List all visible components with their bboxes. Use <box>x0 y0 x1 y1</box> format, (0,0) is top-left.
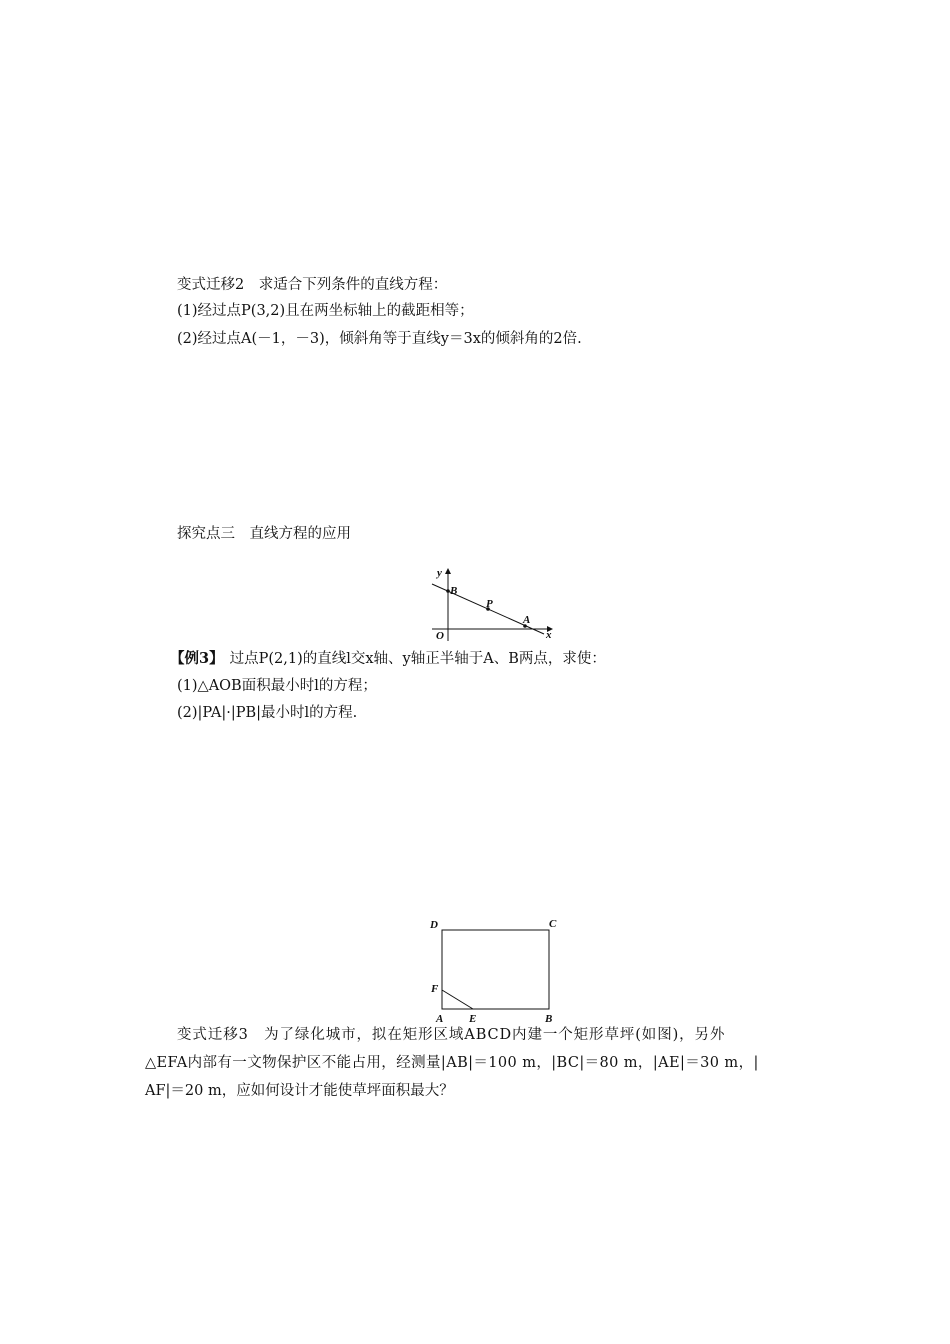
label-b: B <box>545 1013 553 1025</box>
segment-fe <box>442 990 473 1009</box>
label-b: B <box>450 585 458 597</box>
label-c: C <box>549 918 557 930</box>
variant3-line-2: △EFA内部有一文物保护区不能占用，经测量|AB|＝100 m，|BC|＝80 m，|AE|＝30 m，| <box>145 1055 759 1071</box>
label-a: A <box>436 1013 444 1025</box>
label-y: y <box>437 567 442 579</box>
label-e: E <box>469 1013 477 1025</box>
label-p: P <box>486 598 493 610</box>
label-a: A <box>523 614 531 626</box>
label-f: F <box>431 983 439 995</box>
section3-title: 探究点三 直线方程的应用 <box>177 526 351 542</box>
example3-item-2: (2)|PA|·|PB|最小时l的方程. <box>177 705 358 721</box>
example3-tag: 【例3】 <box>170 650 224 667</box>
example3-stem: 过点P(2,1)的直线l交x轴、y轴正半轴于A、B两点，求使： <box>229 651 606 667</box>
variant2-item-2: (2)经过点A(－1，－3)，倾斜角等于直线y＝3x的倾斜角的2倍. <box>177 331 582 347</box>
rectangle-abcd <box>442 930 549 1009</box>
example3-item-1: (1)△AOB面积最小时l的方程； <box>177 678 377 694</box>
label-d: D <box>430 919 438 931</box>
figure-rectangle <box>425 914 565 1026</box>
variant2-item-1: (1)经过点P(3,2)且在两坐标轴上的截距相等； <box>177 303 474 319</box>
variant3-line-1: 变式迁移3 为了绿化城市，拟在矩形区域ABCD内建一个矩形草坪(如图)，另外 <box>177 1027 726 1043</box>
figure-line-graph <box>420 563 570 645</box>
variant3-line-3: AF|＝20 m，应如何设计才能使草坪面积最大？ <box>145 1083 454 1099</box>
example3-stem-line <box>170 649 606 669</box>
variant2-title: 变式迁移2 求适合下列条件的直线方程： <box>177 277 448 293</box>
label-origin: O <box>436 630 444 642</box>
label-x: x <box>546 629 552 641</box>
